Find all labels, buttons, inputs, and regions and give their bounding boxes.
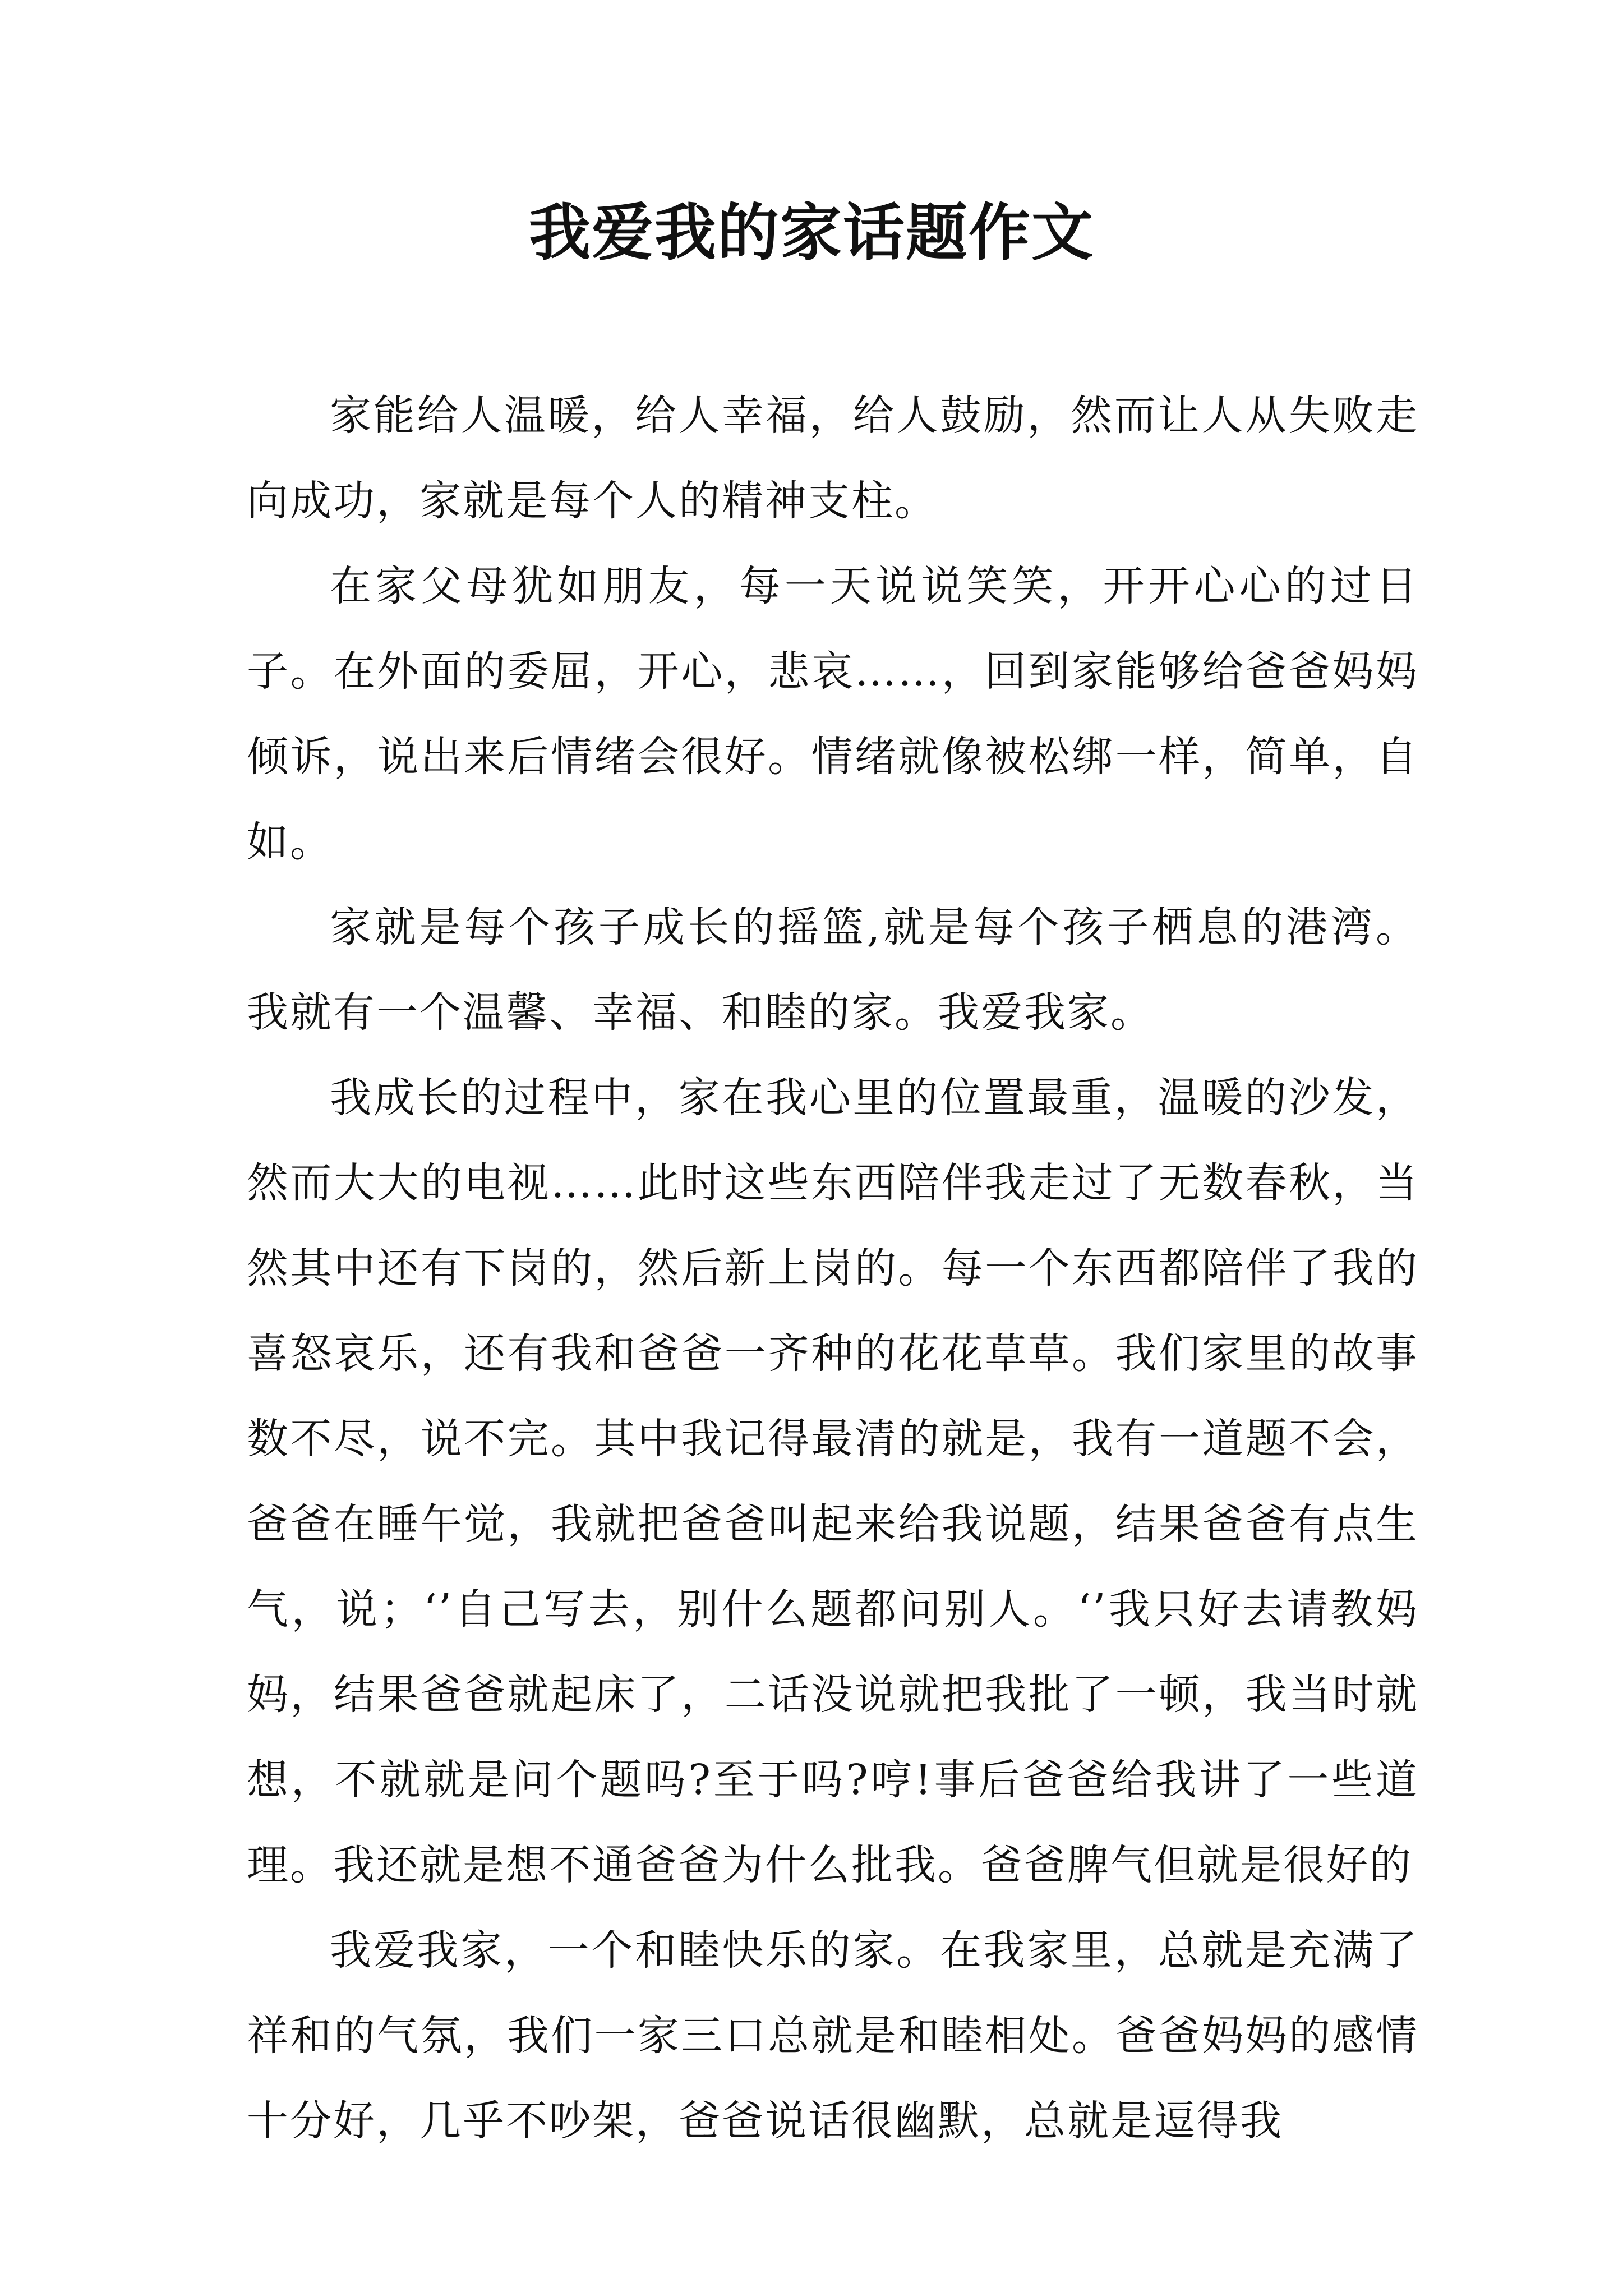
paragraph-3: 家就是每个孩子成长的摇篮,就是每个孩子栖息的港湾。我就有一个温馨、幸福、和睦的家。我爱我家。 xyxy=(247,903,1419,1037)
document-body xyxy=(247,373,1419,2164)
paragraph-2: 在家父母犹如朋友，每一天说说笑笑，开开心心的过日子。在外面的委屈，开心，悲哀……，回到家能够给爸爸妈妈倾诉，说出来后情绪会很好。情绪就像被松绑一样，简单，自如。 xyxy=(247,562,1419,866)
paragraph-4: 我成长的过程中，家在我心里的位置最重，温暖的沙发，然而大大的电视……此时这些东西陪伴我走过了无数春秋，当然其中还有下岗的，然后新上岗的。每一个东西都陪伴了我的喜怒哀乐，还有我和爸爸一齐种的花花草草。我们家里的故事数不尽，说不完。其中我记得最清的就是，我有一道题不会，爸爸在睡午觉，我就把爸爸叫起来给我说题，结果爸爸有点生气，说；‘’自己写去，别什么题都问别人。‘’我只好去请教妈妈，结果爸爸就起床了，二话没说就把我批了一顿，我当时就想，不就就是问个题吗?至于吗?哼!事后爸爸给我讲了一些道理。我还就是想不通爸爸为什么批我。爸爸脾气但就是很好的 xyxy=(247,1074,1419,1889)
paragraph-1: 家能给人温暖，给人幸福，给人鼓励，然而让人从失败走向成功，家就是每个人的精神支柱。 xyxy=(247,392,1419,525)
paragraph-5: 我爱我家，一个和睦快乐的家。在我家里，总就是充满了祥和的气氛，我们一家三口总就是和睦相处。爸爸妈妈的感情十分好，几乎不吵架，爸爸说话很幽默，总就是逗得我 xyxy=(247,1926,1419,2145)
document-title: 我爱我的家话题作文 xyxy=(529,196,1094,269)
